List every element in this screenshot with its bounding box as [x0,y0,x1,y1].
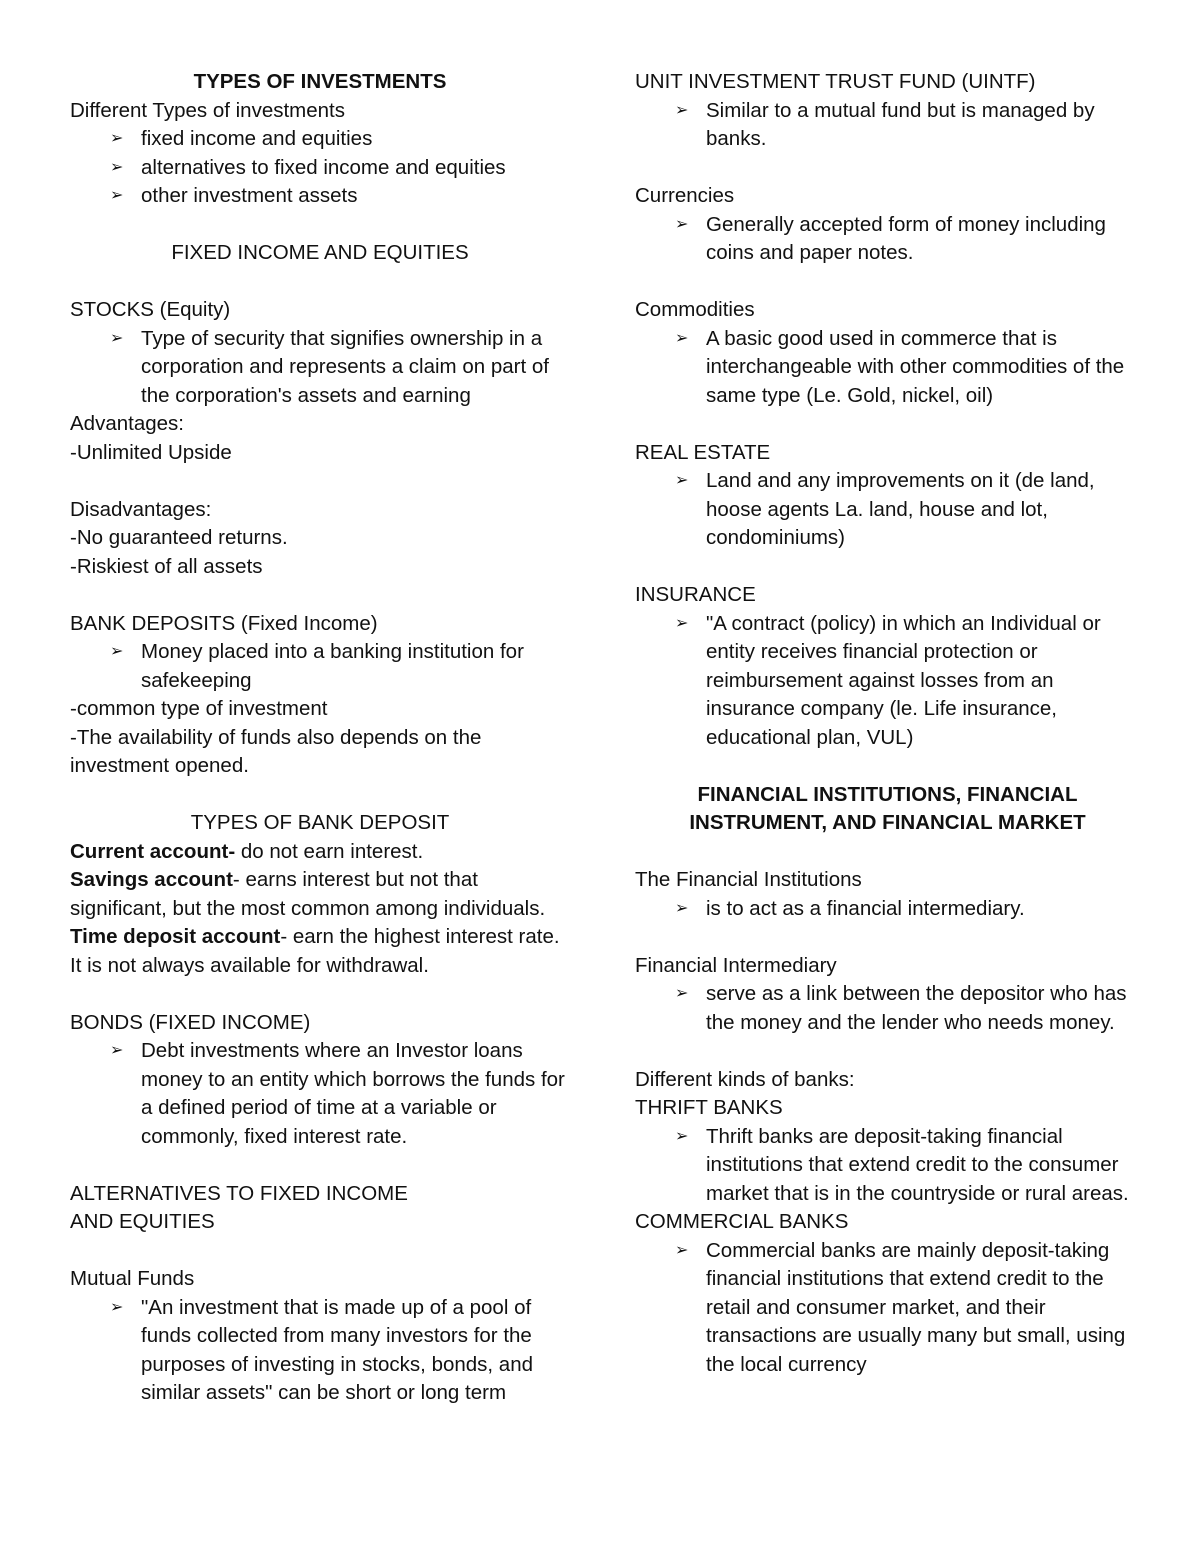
arrow-bullet-icon: ➢ [110,1298,124,1316]
arrow-bullet-icon: ➢ [675,101,689,119]
list-item: ➢ serve as a link between the depositor who has the money and the lender who needs money. [675,982,1127,1034]
definition: Current account- do not earn interest. [70,839,424,863]
definition: Time deposit account- earn the highest interest rate. It is not always available for withdrawal. [70,925,560,977]
section-title: INSTRUMENT, AND FINANCIAL MARKET [689,811,1086,834]
list-item: ➢ other investment assets [70,182,570,211]
page-title: TYPES OF INVESTMENTS [193,70,447,93]
list-item: ➢ Debt investments where an Investor loans money to an entity which borrows the funds for a defined period of time at a variable or commonly, fixed interest rate. [110,1039,565,1148]
arrow-bullet-icon: ➢ [110,187,124,204]
section-heading: TYPES OF BANK DEPOSIT [190,811,450,834]
body-text: -Riskiest of all assets [70,554,263,578]
arrow-bullet-icon: ➢ [675,215,689,233]
section-heading: Financial Intermediary [635,953,837,977]
list-item: ➢ Type of security that signifies ownership in a corporation and represents a claim on part of the corporation's assets and earning [110,326,549,407]
section-heading: INSURANCE [635,583,756,606]
list-item: ➢ "An investment that is made up of a pool of funds collected from many investors for the purposes of investing in stocks, bonds, and similar assets" can be short or long term [110,1295,534,1404]
arrow-bullet-icon: ➢ [675,985,689,1002]
section-heading: Mutual Funds [70,1267,195,1290]
arrow-bullet-icon: ➢ [675,614,689,632]
left-column [70,68,570,1408]
list-item: ➢ Thrift banks are deposit-taking financial institutions that extend credit to the consumer market that is in the countryside or rural areas. [675,1124,1129,1205]
arrow-bullet-icon: ➢ [110,158,124,176]
section-heading: THRIFT BANKS [635,1096,783,1119]
body-text: -Unlimited Upside [70,440,232,464]
section-heading: BANK DEPOSITS (Fixed Income) [70,611,378,635]
right-column [635,68,1140,1379]
section-heading: UNIT INVESTMENT TRUST FUND (UINTF) [635,70,1036,93]
section-heading: Different kinds of banks: [635,1067,855,1091]
body-text: -No guaranteed returns. [70,526,288,549]
section-title: FINANCIAL INSTITUTIONS, FINANCIAL [697,782,1078,806]
section-heading: The Financial Institutions [635,868,862,891]
intro-text: Different Types of investments [70,98,345,122]
label-text: Disadvantages: [70,497,212,521]
body-text: -The availability of funds also depends on the investment opened. [70,725,482,777]
section-heading: Currencies [635,184,735,207]
section-heading: ALTERNATIVES TO FIXED INCOME [70,1181,408,1205]
arrow-bullet-icon: ➢ [675,472,689,489]
list-item: ➢ Similar to a mutual fund but is managed by banks. [675,98,1095,150]
arrow-bullet-icon: ➢ [110,643,124,660]
label-text: Advantages: [70,412,184,435]
section-heading: Commodities [635,298,755,321]
arrow-bullet-icon: ➢ [675,899,689,917]
section-heading: FIXED INCOME AND EQUITIES [171,241,469,264]
arrow-bullet-icon: ➢ [110,1042,124,1059]
arrow-bullet-icon: ➢ [675,1241,689,1259]
section-heading: AND EQUITIES [70,1210,215,1233]
list-item: ➢ Money placed into a banking institution for safekeeping [110,640,524,692]
list-item: ➢ Land and any improvements on it (de land, hoose agents La. land, house and lot, condominiums) [675,469,1095,549]
arrow-bullet-icon: ➢ [110,130,124,147]
list-item: ➢ fixed income and equities [70,125,570,154]
list-item: ➢ is to act as a financial intermediary. [635,895,1140,924]
arrow-bullet-icon: ➢ [675,1127,689,1145]
section-heading: REAL ESTATE [635,440,771,464]
list-item: ➢ Generally accepted form of money including coins and paper notes. [675,212,1106,264]
list-item: ➢ A basic good used in commerce that is interchangeable with other commodities of the same type (Le. Gold, nickel, oil) [675,326,1125,407]
list-item: ➢ alternatives to fixed income and equities [70,154,570,183]
section-heading: STOCKS (Equity) [70,298,231,321]
arrow-bullet-icon: ➢ [675,329,689,347]
section-heading: BONDS (FIXED INCOME) [70,1010,311,1034]
definition: Savings account- earns interest but not that significant, but the most common among individuals. [70,868,546,920]
list-item: ➢ Commercial banks are mainly deposit-taking financial institutions that extend credit to the retail and consumer market, and their transactions are usually many but small, using the local currency [675,1238,1126,1376]
body-text: -common type of investment [70,697,328,720]
arrow-bullet-icon: ➢ [110,329,124,347]
list-item: ➢ "A contract (policy) in which an Individual or entity receives financial protection or reimbursement against losses from an insurance company (le. Life insurance, educational plan, VUL) [675,611,1101,749]
section-heading: COMMERCIAL BANKS [635,1210,849,1233]
